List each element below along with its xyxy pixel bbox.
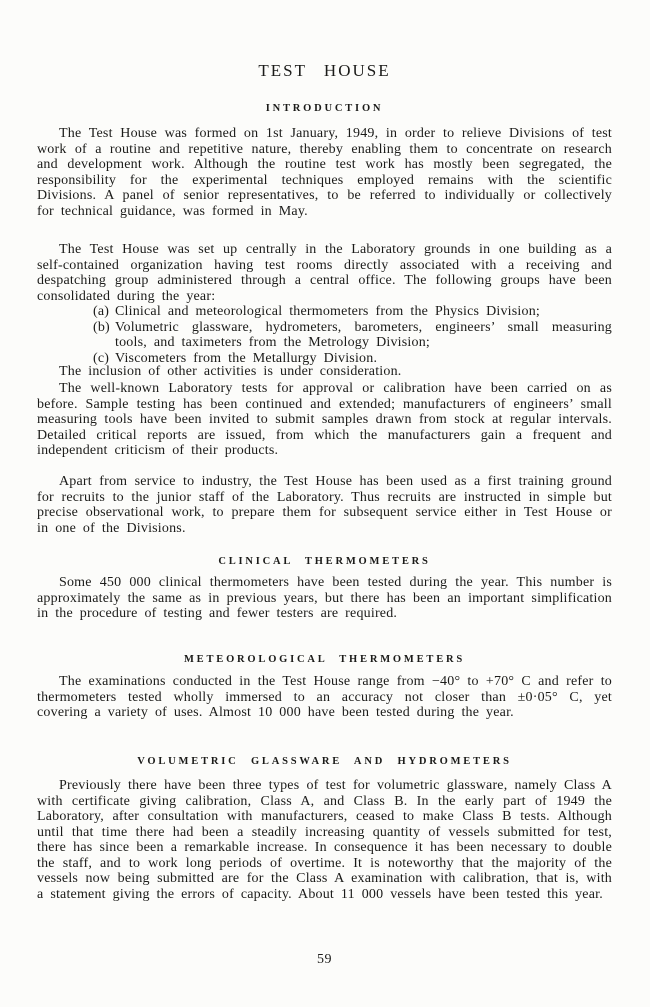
paragraph-intro-3: The inclusion of other activities is under consideration. <box>59 364 402 379</box>
list-marker-b: (b) <box>93 319 110 335</box>
page-title: TEST HOUSE <box>258 61 391 80</box>
section-heading-meteorological-thermometers: METEOROLOGICAL THERMOMETERS <box>183 654 466 665</box>
page-number: 59 <box>317 952 332 967</box>
paragraph-intro-2: The Test House was set up centrally in the Laboratory grounds in one building as a self-contained organization having test rooms directly associated with a receiving and despatching group administered through a central office. The following groups have been consolidated during the year: <box>37 242 612 304</box>
list-text-a: Clinical and meteorological thermometers from the Physics Division; <box>115 304 540 319</box>
consolidated-groups-list <box>37 304 612 366</box>
paragraph-intro-1: The Test House was formed on 1st January, 1949, in order to relieve Divisions of test work of a routine and repetitive nature, thereby enabling them to concentrate on research and development work. Although the routine test work has mostly been segregated, the responsibility for the experimental techniques employed remains with the scientific Divisions. A panel of senior representatives, to be referred to individually or collectively for technical guidance, was formed in May. <box>37 126 612 219</box>
list-item-a <box>37 304 612 320</box>
paragraph-intro-5: Apart from service to industry, the Test House has been used as a first training ground for recruits to the junior staff of the Laboratory. Thus recruits are instructed in simple but precise observational work, to prepare them for subsequent service either in Test House or in one of the Divisions. <box>37 474 612 536</box>
section-heading-clinical-thermometers: CLINICAL THERMOMETERS <box>218 556 431 567</box>
paragraph-clinical: Some 450 000 clinical thermometers have been tested during the year. This number is approximately the same as in previous years, but there has been an important simplification in the procedure of testing and fewer testers are required. <box>37 575 612 621</box>
paragraph-meteorological: The examinations conducted in the Test House range from −40° to +70° C and refer to thermometers tested wholly immersed to an accuracy not closer than ±0·05° C, yet covering a variety of uses. Almost 10 000 have been tested during the year. <box>37 674 612 720</box>
paragraph-volumetric: Previously there have been three types of test for volumetric glassware, namely Class A with certificate giving calibration, Class A, and Class B. In the early part of 1949 the Laboratory, after consultation with manufacturers, ceased to make Class B tests. Although until that time there had been a steadily increasing quantity of vessels submitted for test, there has since been a remarkable increase. In consequence it has been necessary to double the staff, and to work long periods of overtime. It is noteworthy that the majority of the vessels now being submitted are for the Class A examination with calibration, that is, with a statement giving the errors of capacity. About 11 000 vessels have been tested this year. <box>37 778 612 902</box>
list-text-b: Volumetric glassware, hydrometers, barometers, engineers’ small measuring tools, and taximeters from the Metrology Division; <box>115 319 612 350</box>
list-text-c: Viscometers from the Metallurgy Division. <box>115 350 378 366</box>
list-marker-c: (c) <box>93 350 110 366</box>
section-heading-introduction: INTRODUCTION <box>265 103 384 114</box>
list-item-b <box>37 320 612 351</box>
section-heading-volumetric-glassware-and-hydrometers: VOLUMETRIC GLASSWARE AND HYDROMETERS <box>137 756 512 767</box>
paragraph-intro-4: The well-known Laboratory tests for approval or calibration have been carried on as before. Sample testing has been continued and extended; manufacturers of engineers’ small measuring tools have been invited to submit samples drawn from stock at regular intervals. Detailed critical reports are issued, from which the manufacturers gain a frequent and independent criticism of their products. <box>37 381 612 458</box>
list-marker-a: (a) <box>93 304 110 319</box>
